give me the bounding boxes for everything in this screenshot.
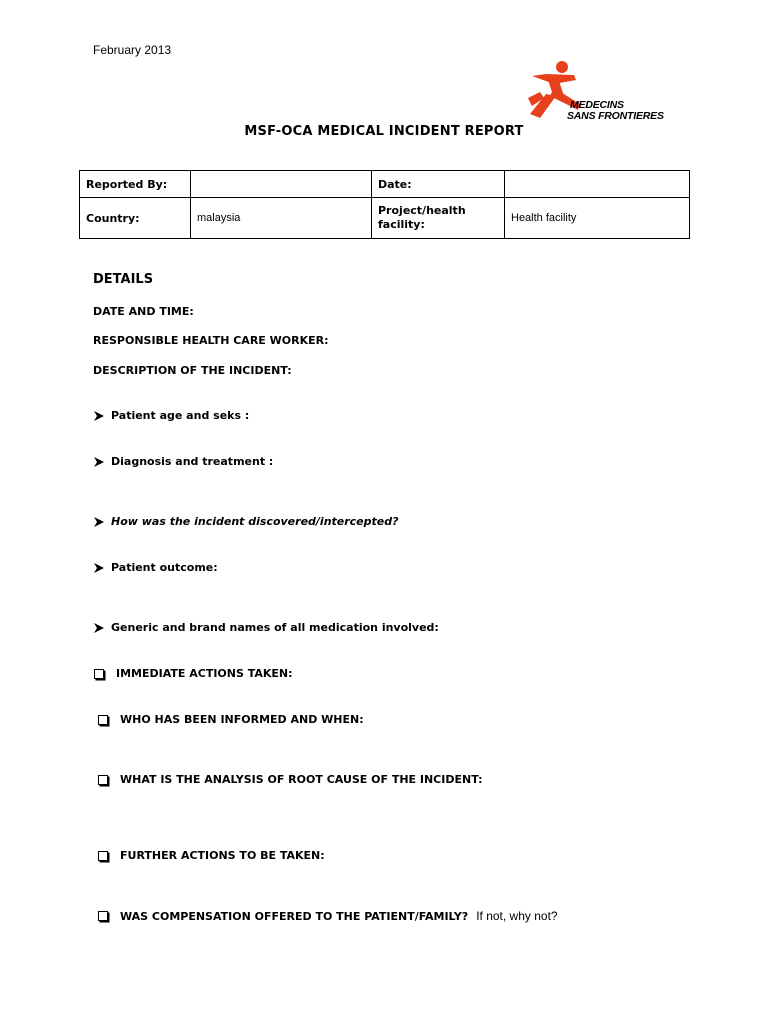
bullet-label: How was the incident discovered/intercepted? — [111, 515, 399, 528]
document-date: February 2013 — [93, 43, 172, 57]
checkbox-item-compensation — [98, 909, 558, 923]
date-label: Date: — [372, 171, 505, 198]
bullet-label: Diagnosis and treatment : — [111, 455, 274, 468]
bullet-item-medication — [93, 621, 439, 634]
arrow-bullet-icon — [93, 516, 111, 528]
compensation-note: If not, why not? — [476, 909, 558, 923]
checkbox-item-immediate-actions — [94, 667, 293, 680]
bullet-item-outcome — [93, 561, 218, 574]
health-worker-label: RESPONSIBLE HEALTH CARE WORKER: — [93, 334, 329, 347]
checkbox-item-root-cause — [98, 773, 483, 786]
table-row — [80, 198, 690, 239]
project-field[interactable]: Health facility — [505, 198, 690, 239]
bullet-item-patient-age — [93, 409, 249, 422]
arrow-bullet-icon — [93, 410, 111, 422]
reported-by-field[interactable] — [191, 171, 372, 198]
project-label-line1: Project/health — [378, 204, 466, 217]
checkbox-item-further-actions — [98, 849, 325, 862]
checkbox-icon[interactable] — [98, 715, 108, 725]
report-title: MSF-OCA MEDICAL INCIDENT REPORT — [244, 124, 524, 139]
arrow-bullet-icon — [93, 622, 111, 634]
reported-by-label: Reported By: — [80, 171, 191, 198]
checkbox-label: WHO HAS BEEN INFORMED AND WHEN: — [120, 713, 364, 726]
logo-text-sans-frontieres: SANS FRONTIERES — [567, 110, 664, 122]
table-row — [80, 171, 690, 198]
arrow-bullet-icon — [93, 456, 111, 468]
checkbox-icon[interactable] — [98, 775, 108, 785]
bullet-item-diagnosis — [93, 455, 273, 468]
project-label-line2: facility: — [378, 218, 425, 231]
country-label: Country: — [80, 198, 191, 239]
checkbox-label: FURTHER ACTIONS TO BE TAKEN: — [120, 849, 325, 862]
bullet-label: Patient age and seks : — [111, 409, 250, 422]
country-field[interactable]: malaysia — [191, 198, 372, 239]
project-label — [372, 198, 505, 239]
checkbox-label: WAS COMPENSATION OFFERED TO THE PATIENT/FAMILY? — [120, 909, 469, 923]
checkbox-icon[interactable] — [98, 851, 108, 861]
bullet-label: Generic and brand names of all medication involved: — [111, 621, 439, 634]
arrow-bullet-icon — [93, 562, 111, 574]
checkbox-icon[interactable] — [94, 669, 104, 679]
details-heading: DETAILS — [93, 272, 154, 287]
logo-text-medecins: MEDECINS — [570, 99, 624, 111]
checkbox-item-informed — [98, 713, 364, 726]
incident-description-label: DESCRIPTION OF THE INCIDENT: — [93, 364, 292, 377]
bullet-item-discovery — [93, 515, 399, 528]
checkbox-icon[interactable] — [98, 911, 108, 921]
msf-logo — [524, 58, 684, 128]
date-time-label: DATE AND TIME: — [93, 305, 194, 318]
checkbox-label: WHAT IS THE ANALYSIS OF ROOT CAUSE OF THE INCIDENT: — [120, 773, 483, 786]
checkbox-label: IMMEDIATE ACTIONS TAKEN: — [116, 667, 293, 680]
date-field[interactable] — [505, 171, 690, 198]
bullet-label: Patient outcome: — [111, 561, 218, 574]
report-info-table — [79, 170, 690, 239]
